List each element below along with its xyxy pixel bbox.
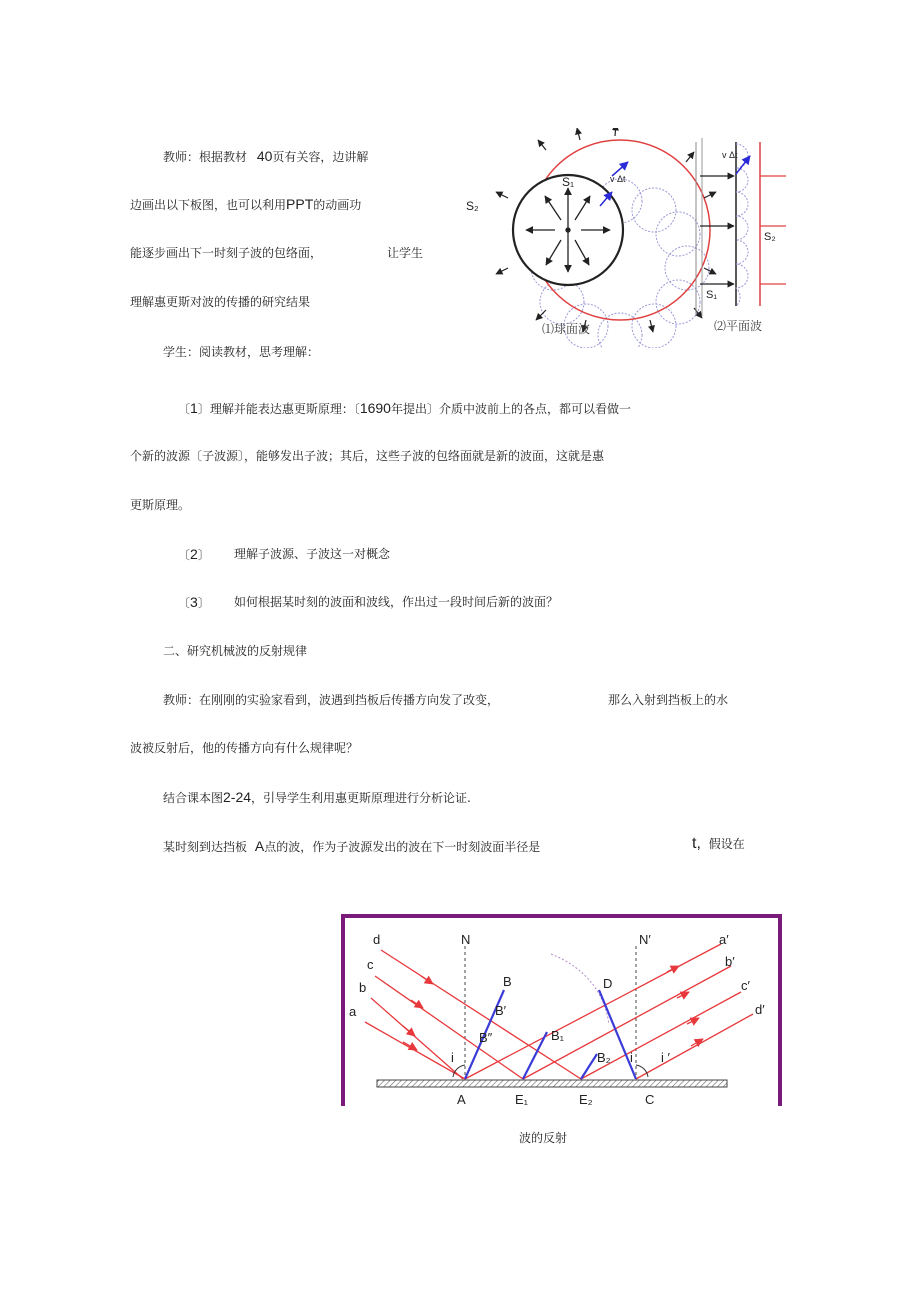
- label-ap: a′: [719, 932, 729, 947]
- moment-tail: [692, 836, 745, 852]
- spherical-caption: ⑴球面波: [542, 322, 591, 336]
- text: 教师：根据教材: [163, 150, 248, 164]
- label-E2: E₂: [579, 1092, 593, 1106]
- label-i-left: i: [451, 1050, 454, 1065]
- para1-line3b: 让学生: [387, 246, 424, 260]
- label-N: N: [461, 932, 471, 947]
- label-Np: N′: [639, 932, 651, 947]
- label-Bp: B′: [495, 1003, 507, 1018]
- para1-line3a: 能逐步画出下一时刻子波的包络面，: [130, 246, 323, 260]
- item1-line1: [178, 400, 631, 417]
- label-Bpp: B″: [479, 1030, 493, 1045]
- text: 点的波，作为子波源发出的波在下一时刻波面半径是: [264, 840, 541, 854]
- item1-line3: 更斯原理。: [130, 498, 191, 512]
- figure-frame: [343, 916, 780, 1106]
- label-B1: B₁: [551, 1028, 565, 1043]
- item-number: 3: [190, 594, 198, 610]
- section2-heading: 二、研究机械波的反射规律: [163, 644, 308, 658]
- text: 年提出〕介质中波前上的各点，都可以看做一: [390, 402, 631, 416]
- teacher2-line1a: 教师：在刚刚的实验家看到，波遇到挡板后传播方向发了改变，: [163, 693, 500, 707]
- label-B2: B₂: [597, 1050, 611, 1065]
- label-B: B: [503, 974, 512, 989]
- text: 〕理解并能表达惠更斯原理：〔: [197, 402, 360, 416]
- label-A: A: [457, 1092, 466, 1106]
- student-line: 学生：阅读教材，思考理解：: [163, 345, 320, 359]
- plane-caption: ⑵平面波: [714, 319, 763, 333]
- point-A: A: [254, 838, 265, 854]
- label-bp: b′: [725, 954, 735, 969]
- label-E1: E₁: [515, 1092, 529, 1106]
- text: 的动画功: [313, 198, 362, 212]
- item2-mark: [178, 546, 210, 563]
- ppt-text: PPT: [286, 196, 314, 212]
- label-dp: d′: [755, 1002, 765, 1017]
- item3-text: 如何根据某时刻的波面和波线，作出过一段时间后新的波面？: [234, 595, 559, 609]
- label-C: C: [645, 1092, 655, 1106]
- text: 〔: [178, 596, 191, 610]
- page-number: 40: [256, 148, 273, 164]
- text: 〔: [178, 402, 191, 416]
- figure2-caption: 波的反射: [519, 1131, 568, 1145]
- label-c: c: [367, 957, 374, 972]
- text: 结合课本图: [163, 791, 224, 805]
- text: 边画出以下板图，也可以利用: [130, 198, 287, 212]
- moment-line: [163, 838, 540, 855]
- item1-line2: 个新的波源〔子波源〕，能够发出子波；其后，这些子波的包络面就是新的波面，这就是惠: [130, 449, 605, 463]
- year: 1690: [359, 400, 391, 416]
- plane-vdt-label: v Δt: [722, 150, 738, 160]
- text: 某时刻到达挡板: [163, 840, 248, 854]
- text: 假设在: [708, 837, 745, 851]
- teacher2-line1b: 那么入射到挡板上的水: [608, 693, 729, 707]
- teacher2-line2: 波被反射后，他的传播方向有什么规律呢？: [130, 741, 359, 755]
- s1-label: S₁: [562, 175, 575, 189]
- s2-label: S₂: [466, 199, 479, 213]
- label-cp: c′: [741, 978, 750, 993]
- para1-line4: 理解惠更斯对波的传播的研究结果: [130, 295, 311, 309]
- figure-ref: 2-24: [223, 789, 252, 805]
- plane-s2-label: S₂: [764, 231, 776, 243]
- text: 〕: [197, 596, 210, 610]
- text: ，引导学生利用惠更斯原理进行分析论证.: [251, 791, 471, 805]
- vdt-label: v Δt: [610, 174, 626, 184]
- text: 〔: [178, 548, 191, 562]
- label-i-right: i: [630, 1050, 633, 1065]
- barrier: [377, 1080, 727, 1087]
- item3-mark: [178, 594, 210, 611]
- huygens-figure: [450, 128, 790, 348]
- reflection-figure: [341, 914, 782, 1106]
- para1-line1: [163, 148, 368, 165]
- item-number: 2: [190, 546, 198, 562]
- item2-text: 理解子波源、子波这一对概念: [234, 547, 391, 561]
- label-b: b: [359, 980, 367, 995]
- t-symbol: t,: [692, 835, 701, 852]
- text: 页有关容，边讲解: [272, 150, 369, 164]
- plane-s1-label: S₁: [706, 289, 718, 301]
- label-D: D: [603, 976, 613, 991]
- text: 〕: [197, 548, 210, 562]
- label-d: d: [373, 932, 381, 947]
- label-a: a: [349, 1004, 357, 1019]
- para1-line2: [130, 196, 361, 213]
- item-number: 1: [190, 400, 198, 416]
- label-ip: i ′: [661, 1050, 670, 1065]
- guide-line: [163, 789, 471, 806]
